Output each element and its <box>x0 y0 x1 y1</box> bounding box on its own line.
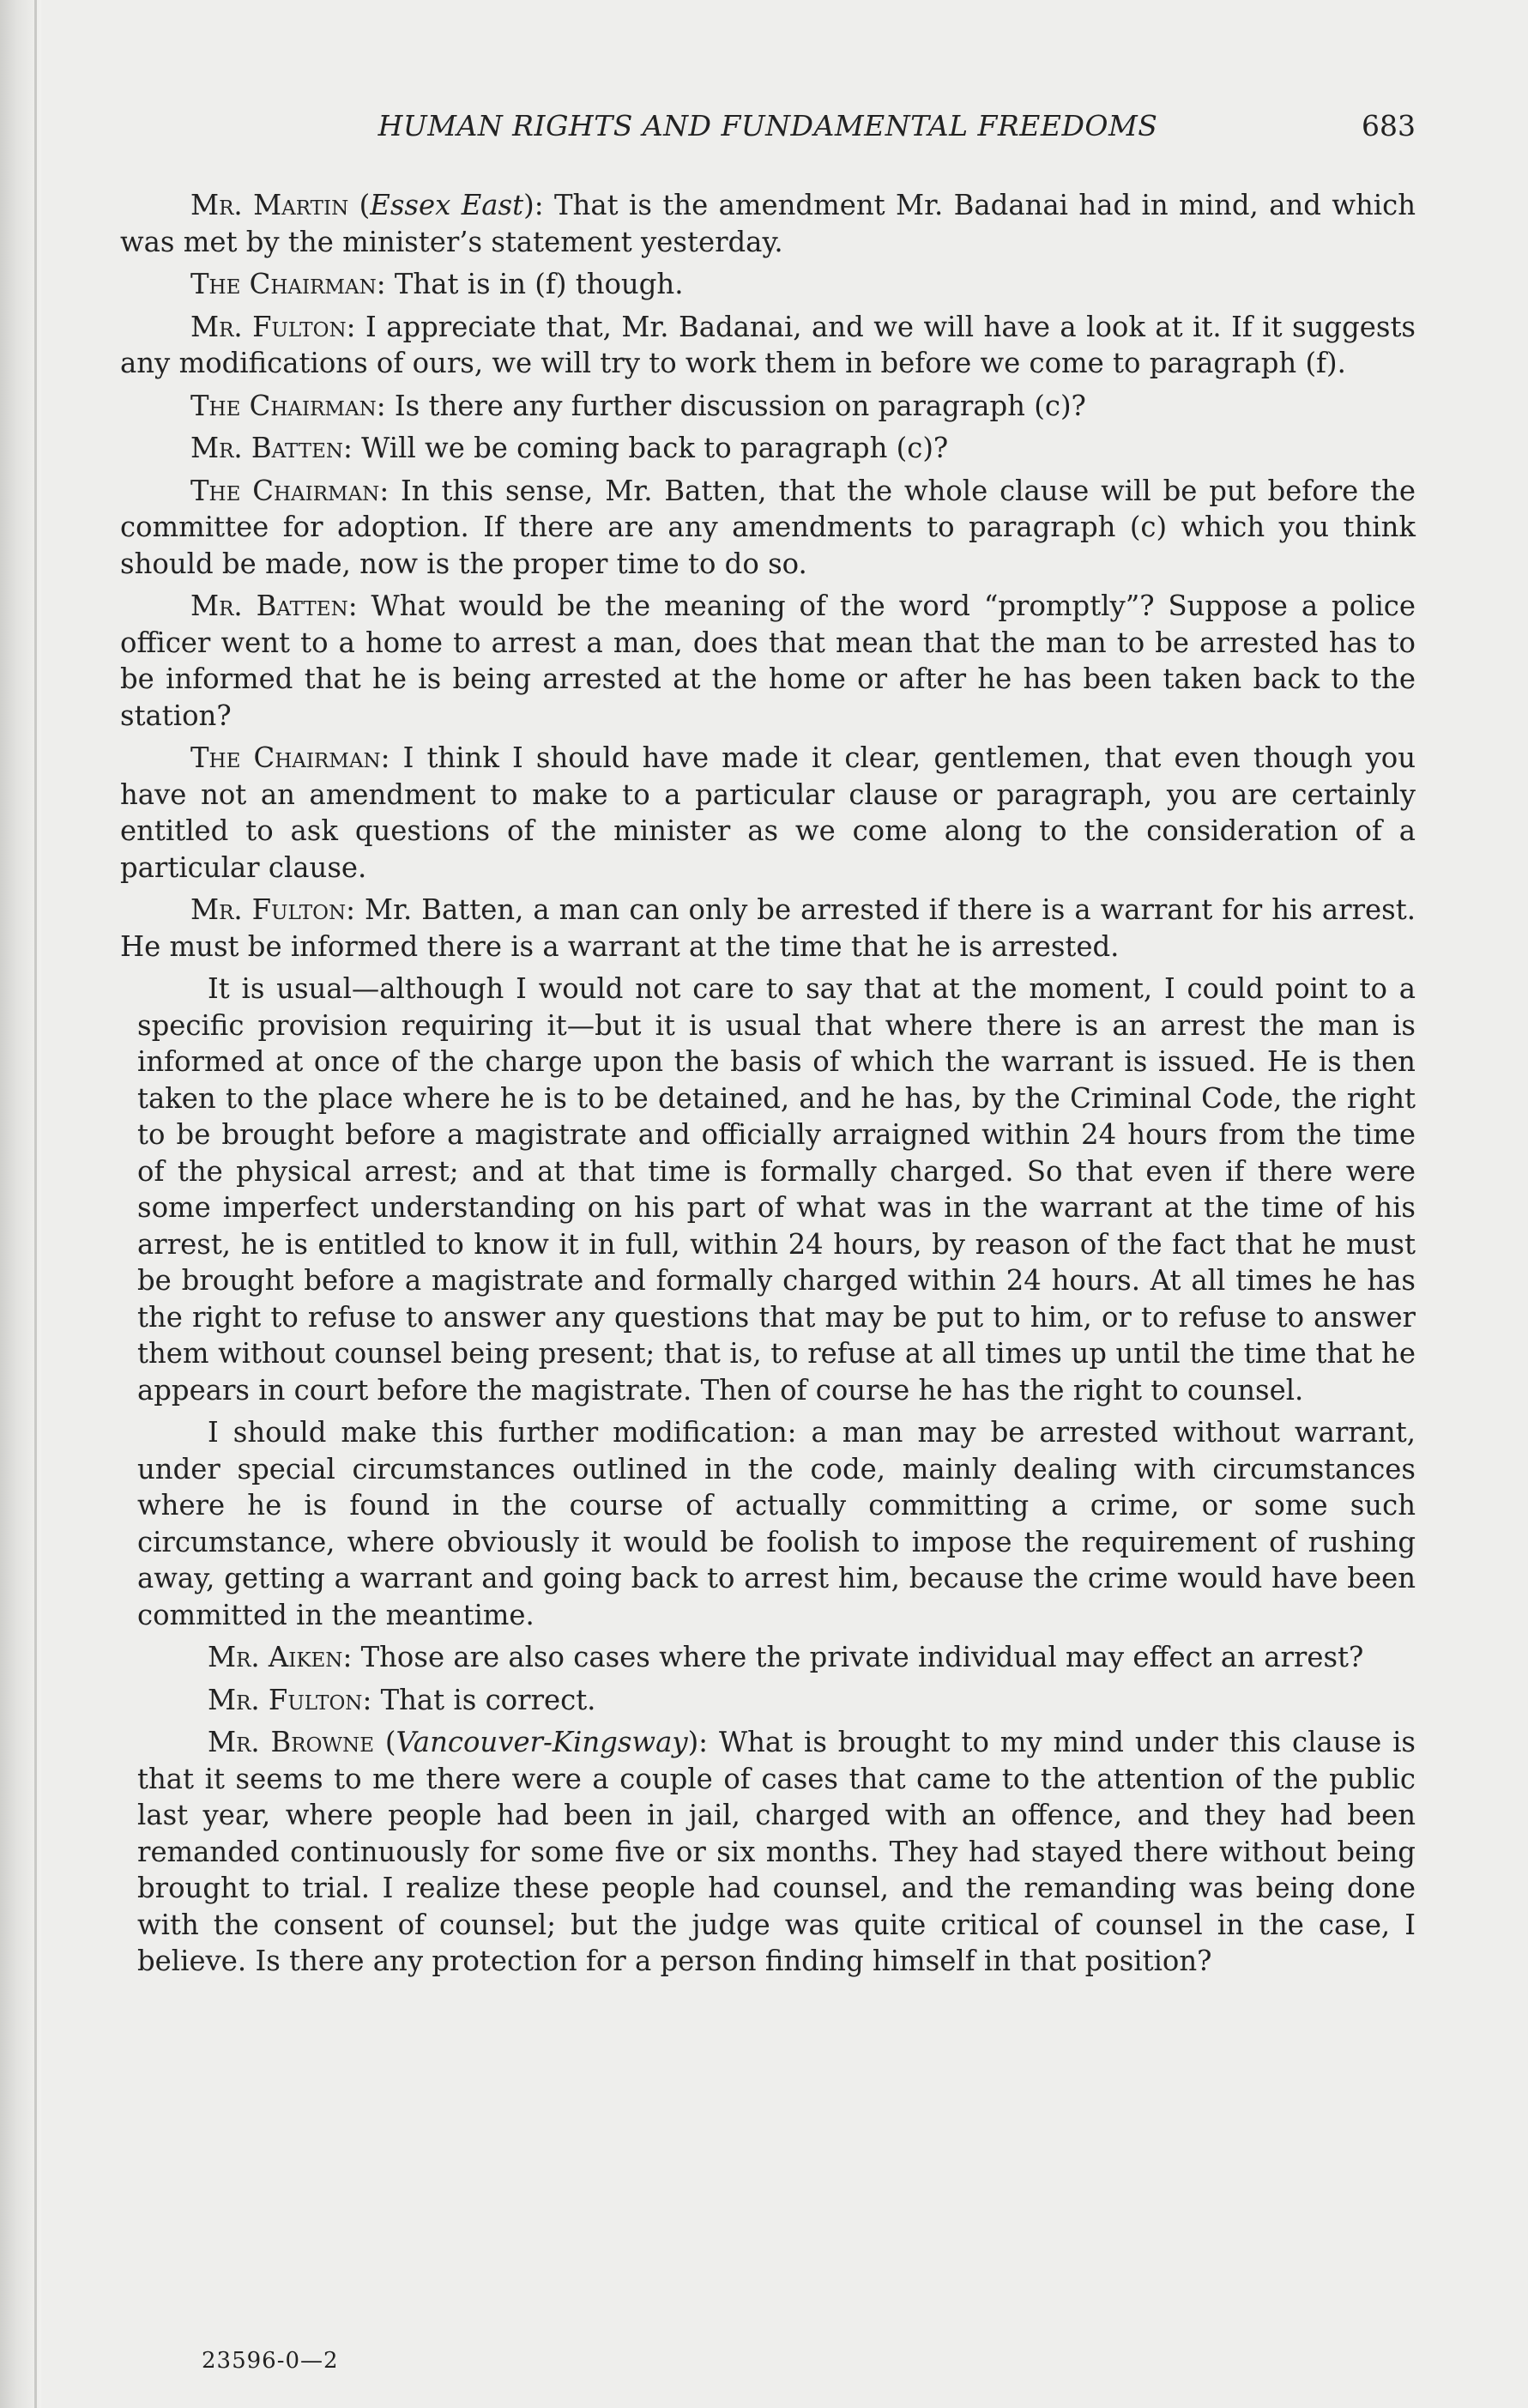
page-header <box>120 109 1416 148</box>
speaker-name: Mr. Martin <box>190 189 349 221</box>
paragraph-chairman-3 <box>120 473 1416 583</box>
paragraph-aiken-1 <box>137 1639 1416 1676</box>
paragraph-batten-1 <box>120 430 1416 467</box>
paragraph-text: I should make this further modification: a man may be arrested without warrant, under special circumstances outlined in the code, mainly dealing with circumstances where he is found in the course of actually committing a crime, or some such circumstance, where obviously it would be foolish to impose the requirement of rushing away, getting a warrant and going back to arrest him, because the crime would have been committed in the meantime. <box>137 1416 1416 1631</box>
speaker-name: Mr. Batten <box>190 590 348 622</box>
book-spine-edge <box>0 0 41 2408</box>
paragraph-text: : Is there any further discussion on paragraph (c)? <box>376 389 1086 422</box>
paragraph-martin-1: Mr. Martin (Essex East): That is the amendment Mr. Badanai had in mind, and which was met by the minister’s statement yesterday. <box>120 189 1416 258</box>
paragraph-fulton-5 <box>137 1682 1416 1719</box>
paragraph-text: : Mr. Batten, a man can only be arrested if there is a warrant for his arrest. He must be informed there is a warrant at the time that he is arrested. <box>120 893 1416 963</box>
print-code: 23596-0—2 <box>202 2348 339 2374</box>
riding-name: Vancouver-Kingsway <box>396 1726 688 1758</box>
paragraph-browne-1: Mr. Browne (Vancouver-Kingsway): What is brought to my mind under this clause is that it seems to me there were a couple of cases that came to the attention of the public last year, where people had been in jail, charged with an offence, and they had been remanded continuously for some five or six months. They had stayed there without being brought to trial. I realize these people had counsel, and the remanding was being done with the consent of counsel; but the judge was quite critical of counsel in the case, I believe. Is there any protection for a person finding himself in that position? <box>137 1726 1416 1977</box>
speaker-name: Mr. Fulton <box>190 310 347 343</box>
paragraph-fulton-2 <box>120 892 1416 965</box>
speaker-name: Mr. Browne <box>208 1726 374 1758</box>
paragraph-text: : What would be the meaning of the word “promptly”? Suppose a police officer went to a home to arrest a man, does that mean that the man to be arrested has to be informed that he is being arrested at the home or after he has been taken back to the station? <box>120 590 1416 732</box>
transcript-body <box>120 187 1416 1986</box>
paragraph-fulton-1 <box>120 309 1416 382</box>
running-head: HUMAN RIGHTS AND FUNDAMENTAL FREEDOMS <box>377 109 1158 142</box>
paragraph-batten-2 <box>120 588 1416 734</box>
speaker-name: The Chairman <box>190 474 380 507</box>
paragraph-fulton-3 <box>137 971 1416 1408</box>
speaker-name: Mr. Fulton <box>190 893 347 926</box>
speaker-name: The Chairman <box>190 389 377 422</box>
speaker-name: Mr. Fulton <box>208 1683 363 1716</box>
speaker-name: The Chairman <box>190 741 381 774</box>
paragraph-text: : Those are also cases where the private individual may effect an arrest? <box>342 1641 1364 1673</box>
paragraph-text: : I appreciate that, Mr. Badanai, and we will have a look at it. If it suggests any modifications of ours, we will try to work them in before we come to paragraph (f). <box>120 310 1416 379</box>
paragraph-text: That is the amendment Mr. Badanai had in mind, and which was met by the minister’s statement yesterday. <box>120 189 1416 258</box>
paragraph-text: : That is correct. <box>362 1683 596 1716</box>
paragraph-text: : That is in (f) though. <box>376 268 684 300</box>
paragraph-text: : Will we be coming back to paragraph (c)? <box>343 432 949 464</box>
page-number: 683 <box>1362 109 1416 142</box>
paragraph-fulton-4 <box>137 1414 1416 1633</box>
paragraph-chairman-4 <box>120 740 1416 886</box>
speaker-name: Mr. Aiken <box>208 1641 343 1673</box>
paragraph-text: It is usual—although I would not care to say that at the moment, I could point to a specific provision requiring it—but it is usual that where there is an arrest the man is informed at once of the charge upon the basis of which the warrant is issued. He is then taken to the place where he is to be detained, and he has, by the Criminal Code, the right to be brought before a magistrate and officially arraigned within 24 hours from the time of the physical arrest; and at that time is formally charged. So that even if there were some imperfect understanding on his part of what was in the warrant at the time of his arrest, he is entitled to know it in full, within 24 hours, by reason of the fact that he must be brought before a magistrate and formally charged within 24 hours. At all times he has the right to refuse to answer any questions that may be put to him, or to refuse to answer them without counsel being present; that is, to refuse at all times up until the time that he appears in court before the magistrate. Then of course he has the right to counsel. <box>137 972 1416 1407</box>
speaker-name: The Chairman <box>190 268 377 300</box>
riding-name: Essex East <box>370 189 524 221</box>
speaker-name: Mr. Batten <box>190 432 344 464</box>
paragraph-text: : I think I should have made it clear, gentlemen, that even though you have not an amendment to make to a particular clause or paragraph, you are certainly entitled to ask questions of the minister as we come along to the consideration of a particular clause. <box>120 741 1416 884</box>
paragraph-text: : In this sense, Mr. Batten, that the whole clause will be put before the committee for adoption. If there are any amendments to paragraph (c) which you think should be made, now is the proper time to do so. <box>120 474 1416 580</box>
paragraph-text: What is brought to my mind under this clause is that it seems to me there were a couple of cases that came to the attention of the public last year, where people had been in jail, charged with an offence, and they had been remanded continuously for some five or six months. They had stayed there without being brought to trial. I realize these people had counsel, and the remanding was being done with the consent of counsel; but the judge was quite critical of counsel in the case, I believe. Is there any protection for a person finding himself in that position? <box>137 1726 1416 1977</box>
paragraph-chairman-2 <box>120 388 1416 425</box>
paragraph-chairman-1 <box>120 266 1416 303</box>
